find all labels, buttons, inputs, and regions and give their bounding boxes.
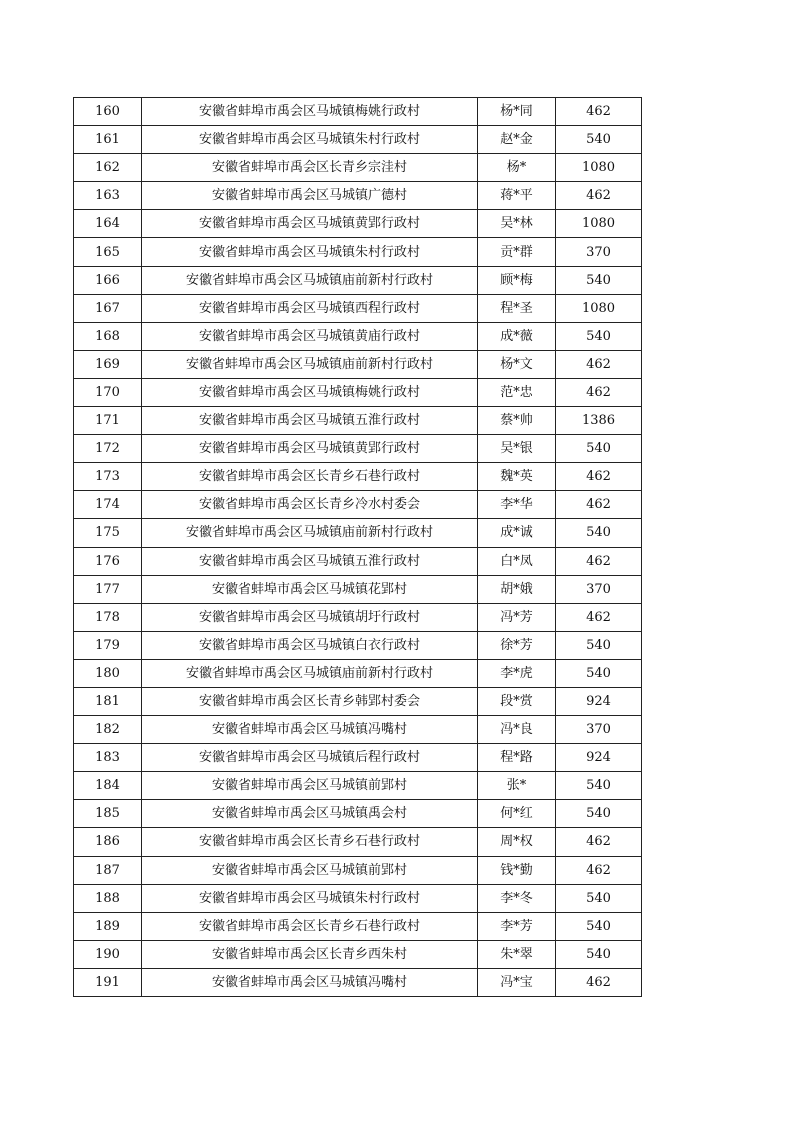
- row-number-cell: 190: [74, 940, 142, 968]
- address-cell: 安徽省蚌埠市禹会区长青乡宗洼村: [142, 154, 478, 182]
- amount-cell: 462: [556, 350, 642, 378]
- table-row: [74, 912, 642, 940]
- row-number-cell: 161: [74, 126, 142, 154]
- address-cell: 安徽省蚌埠市禹会区马城镇白衣行政村: [142, 631, 478, 659]
- person-name-cell: 吴*林: [478, 210, 556, 238]
- person-name-cell: 李*华: [478, 491, 556, 519]
- address-cell: 安徽省蚌埠市禹会区马城镇广德村: [142, 182, 478, 210]
- address-cell: 安徽省蚌埠市禹会区马城镇梅姚行政村: [142, 98, 478, 126]
- row-number-cell: 173: [74, 463, 142, 491]
- person-name-cell: 顾*梅: [478, 266, 556, 294]
- address-cell: 安徽省蚌埠市禹会区马城镇冯嘴村: [142, 968, 478, 996]
- person-name-cell: 贡*群: [478, 238, 556, 266]
- amount-cell: 540: [556, 884, 642, 912]
- address-cell: 安徽省蚌埠市禹会区长青乡韩郢村委会: [142, 687, 478, 715]
- address-cell: 安徽省蚌埠市禹会区马城镇庙前新村行政村: [142, 659, 478, 687]
- person-name-cell: 胡*娥: [478, 575, 556, 603]
- address-cell: 安徽省蚌埠市禹会区马城镇朱村行政村: [142, 126, 478, 154]
- row-number-cell: 166: [74, 266, 142, 294]
- amount-cell: 540: [556, 266, 642, 294]
- address-cell: 安徽省蚌埠市禹会区长青乡西朱村: [142, 940, 478, 968]
- table-row: [74, 350, 642, 378]
- amount-cell: 540: [556, 322, 642, 350]
- row-number-cell: 182: [74, 716, 142, 744]
- table-row: [74, 856, 642, 884]
- row-number-cell: 171: [74, 407, 142, 435]
- person-name-cell: 段*赏: [478, 687, 556, 715]
- address-cell: 安徽省蚌埠市禹会区长青乡石巷行政村: [142, 463, 478, 491]
- row-number-cell: 189: [74, 912, 142, 940]
- row-number-cell: 172: [74, 435, 142, 463]
- amount-cell: 462: [556, 828, 642, 856]
- row-number-cell: 160: [74, 98, 142, 126]
- table-row: [74, 744, 642, 772]
- address-cell: 安徽省蚌埠市禹会区马城镇冯嘴村: [142, 716, 478, 744]
- table-row: [74, 154, 642, 182]
- person-name-cell: 何*红: [478, 800, 556, 828]
- person-name-cell: 冯*宝: [478, 968, 556, 996]
- amount-cell: 462: [556, 182, 642, 210]
- person-name-cell: 李*芳: [478, 912, 556, 940]
- recipient-table: [73, 97, 642, 997]
- person-name-cell: 李*虎: [478, 659, 556, 687]
- address-cell: 安徽省蚌埠市禹会区马城镇后程行政村: [142, 744, 478, 772]
- address-cell: 安徽省蚌埠市禹会区马城镇五淮行政村: [142, 547, 478, 575]
- address-cell: 安徽省蚌埠市禹会区马城镇黄庙行政村: [142, 322, 478, 350]
- address-cell: 安徽省蚌埠市禹会区马城镇花郢村: [142, 575, 478, 603]
- amount-cell: 1080: [556, 294, 642, 322]
- row-number-cell: 186: [74, 828, 142, 856]
- person-name-cell: 魏*英: [478, 463, 556, 491]
- table-row: [74, 631, 642, 659]
- amount-cell: 462: [556, 491, 642, 519]
- amount-cell: 540: [556, 659, 642, 687]
- table-row: [74, 575, 642, 603]
- address-cell: 安徽省蚌埠市禹会区马城镇朱村行政村: [142, 238, 478, 266]
- person-name-cell: 赵*金: [478, 126, 556, 154]
- table-row: [74, 407, 642, 435]
- address-cell: 安徽省蚌埠市禹会区长青乡石巷行政村: [142, 912, 478, 940]
- address-cell: 安徽省蚌埠市禹会区马城镇前郢村: [142, 856, 478, 884]
- row-number-cell: 187: [74, 856, 142, 884]
- row-number-cell: 170: [74, 378, 142, 406]
- amount-cell: 540: [556, 940, 642, 968]
- row-number-cell: 175: [74, 519, 142, 547]
- row-number-cell: 183: [74, 744, 142, 772]
- person-name-cell: 冯*良: [478, 716, 556, 744]
- row-number-cell: 165: [74, 238, 142, 266]
- amount-cell: 540: [556, 126, 642, 154]
- amount-cell: 370: [556, 238, 642, 266]
- person-name-cell: 周*权: [478, 828, 556, 856]
- row-number-cell: 176: [74, 547, 142, 575]
- address-cell: 安徽省蚌埠市禹会区马城镇黄郢行政村: [142, 435, 478, 463]
- amount-cell: 924: [556, 687, 642, 715]
- person-name-cell: 杨*同: [478, 98, 556, 126]
- row-number-cell: 179: [74, 631, 142, 659]
- row-number-cell: 168: [74, 322, 142, 350]
- amount-cell: 462: [556, 547, 642, 575]
- table-row: [74, 463, 642, 491]
- table-row: [74, 800, 642, 828]
- amount-cell: 462: [556, 968, 642, 996]
- row-number-cell: 185: [74, 800, 142, 828]
- table-row: [74, 266, 642, 294]
- amount-cell: 462: [556, 463, 642, 491]
- amount-cell: 1386: [556, 407, 642, 435]
- amount-cell: 462: [556, 378, 642, 406]
- person-name-cell: 徐*芳: [478, 631, 556, 659]
- amount-cell: 540: [556, 772, 642, 800]
- person-name-cell: 范*忠: [478, 378, 556, 406]
- address-cell: 安徽省蚌埠市禹会区马城镇庙前新村行政村: [142, 519, 478, 547]
- table-row: [74, 238, 642, 266]
- address-cell: 安徽省蚌埠市禹会区马城镇五淮行政村: [142, 407, 478, 435]
- address-cell: 安徽省蚌埠市禹会区长青乡石巷行政村: [142, 828, 478, 856]
- address-cell: 安徽省蚌埠市禹会区马城镇朱村行政村: [142, 884, 478, 912]
- amount-cell: 540: [556, 631, 642, 659]
- table-row: [74, 294, 642, 322]
- table-row: [74, 98, 642, 126]
- row-number-cell: 178: [74, 603, 142, 631]
- table-row: [74, 772, 642, 800]
- table-row: [74, 687, 642, 715]
- amount-cell: 540: [556, 519, 642, 547]
- amount-cell: 540: [556, 800, 642, 828]
- table-row: [74, 659, 642, 687]
- amount-cell: 462: [556, 98, 642, 126]
- table-body: [74, 98, 642, 997]
- person-name-cell: 蔡*帅: [478, 407, 556, 435]
- amount-cell: 370: [556, 575, 642, 603]
- table-row: [74, 547, 642, 575]
- row-number-cell: 174: [74, 491, 142, 519]
- amount-cell: 540: [556, 912, 642, 940]
- amount-cell: 370: [556, 716, 642, 744]
- table-row: [74, 182, 642, 210]
- row-number-cell: 184: [74, 772, 142, 800]
- row-number-cell: 181: [74, 687, 142, 715]
- person-name-cell: 蒋*平: [478, 182, 556, 210]
- table-row: [74, 828, 642, 856]
- address-cell: 安徽省蚌埠市禹会区长青乡冷水村委会: [142, 491, 478, 519]
- person-name-cell: 成*诚: [478, 519, 556, 547]
- row-number-cell: 162: [74, 154, 142, 182]
- amount-cell: 462: [556, 856, 642, 884]
- amount-cell: 924: [556, 744, 642, 772]
- address-cell: 安徽省蚌埠市禹会区马城镇前郢村: [142, 772, 478, 800]
- amount-cell: 1080: [556, 154, 642, 182]
- table-row: [74, 491, 642, 519]
- person-name-cell: 冯*芳: [478, 603, 556, 631]
- row-number-cell: 188: [74, 884, 142, 912]
- address-cell: 安徽省蚌埠市禹会区马城镇梅姚行政村: [142, 378, 478, 406]
- row-number-cell: 164: [74, 210, 142, 238]
- address-cell: 安徽省蚌埠市禹会区马城镇黄郢行政村: [142, 210, 478, 238]
- table-row: [74, 968, 642, 996]
- person-name-cell: 杨*: [478, 154, 556, 182]
- row-number-cell: 167: [74, 294, 142, 322]
- table-row: [74, 126, 642, 154]
- table-row: [74, 603, 642, 631]
- person-name-cell: 钱*勤: [478, 856, 556, 884]
- person-name-cell: 白*凤: [478, 547, 556, 575]
- row-number-cell: 169: [74, 350, 142, 378]
- address-cell: 安徽省蚌埠市禹会区马城镇庙前新村行政村: [142, 350, 478, 378]
- table-row: [74, 378, 642, 406]
- row-number-cell: 163: [74, 182, 142, 210]
- table-row: [74, 884, 642, 912]
- amount-cell: 1080: [556, 210, 642, 238]
- address-cell: 安徽省蚌埠市禹会区马城镇胡圩行政村: [142, 603, 478, 631]
- row-number-cell: 177: [74, 575, 142, 603]
- row-number-cell: 180: [74, 659, 142, 687]
- person-name-cell: 吴*银: [478, 435, 556, 463]
- person-name-cell: 朱*翠: [478, 940, 556, 968]
- person-name-cell: 成*薇: [478, 322, 556, 350]
- person-name-cell: 程*路: [478, 744, 556, 772]
- row-number-cell: 191: [74, 968, 142, 996]
- address-cell: 安徽省蚌埠市禹会区马城镇庙前新村行政村: [142, 266, 478, 294]
- address-cell: 安徽省蚌埠市禹会区马城镇禹会村: [142, 800, 478, 828]
- table-row: [74, 435, 642, 463]
- table-row: [74, 322, 642, 350]
- address-cell: 安徽省蚌埠市禹会区马城镇西程行政村: [142, 294, 478, 322]
- person-name-cell: 张*: [478, 772, 556, 800]
- amount-cell: 462: [556, 603, 642, 631]
- person-name-cell: 杨*文: [478, 350, 556, 378]
- table-row: [74, 716, 642, 744]
- person-name-cell: 程*圣: [478, 294, 556, 322]
- table-row: [74, 210, 642, 238]
- table-row: [74, 519, 642, 547]
- person-name-cell: 李*冬: [478, 884, 556, 912]
- table-row: [74, 940, 642, 968]
- amount-cell: 540: [556, 435, 642, 463]
